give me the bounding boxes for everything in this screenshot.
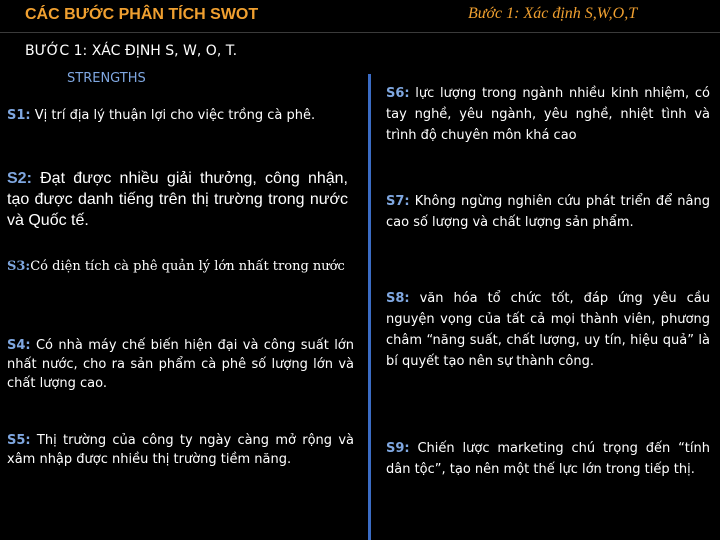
strength-key: S7: [386, 194, 410, 209]
strength-item-s1 [7, 106, 355, 125]
strength-text: Thị trường của công ty ngày càng mở rộng và xâm nhập được nhiều thị trường tiềm năng. [7, 433, 354, 467]
strength-item-s2 [7, 168, 348, 231]
strength-item-s9 [386, 438, 710, 480]
strength-text: Có diện tích cà phê quản lý lớn nhất trong nước [30, 259, 345, 274]
column-divider [368, 74, 371, 540]
step-subtitle: BƯỚC 1: XÁC ĐỊNH S, W, O, T. [25, 43, 238, 59]
strength-text: Không ngừng nghiên cứu phát triển để nâng cao số lượng và chất lượng sản phẩm. [386, 194, 710, 230]
strength-item-s3 [7, 257, 354, 277]
strengths-heading: STRENGTHS [67, 71, 146, 86]
header-bar [0, 0, 720, 33]
strength-text: văn hóa tổ chức tốt, đáp ứng yêu cầu nguyện vọng của tất cả mọi thành viên, phương châm “năng suất, chất lượng, uy tín, hiệu quả” là bí quyết tạo nên sự thành công. [386, 291, 710, 369]
strength-key: S4: [7, 338, 31, 353]
strength-item-s8 [386, 288, 710, 372]
strength-item-s7 [386, 191, 710, 233]
strength-text: Vị trí địa lý thuận lợi cho việc trồng cà phê. [30, 108, 316, 123]
strength-key: S8: [386, 291, 410, 306]
strength-text: Chiến lược marketing chú trọng đến “tính dân tộc”, tạo nên một thế lực lớn trong tiếp thị. [386, 441, 710, 477]
strength-text: Đạt được nhiều giải thưởng, công nhận, tạo được danh tiếng trên thị trường trong nước và Quốc tế. [7, 170, 348, 229]
strength-text: lực lượng trong ngành nhiều kinh nhiệm, có tay nghề, yêu ngành, yêu nghề, nhiệt tình và trình độ chuyên môn khá cao [386, 86, 710, 143]
strength-key: S2: [7, 170, 32, 187]
strength-key: S9: [386, 441, 410, 456]
strength-key: S3: [7, 259, 31, 274]
slide-title: CÁC BƯỚC PHÂN TÍCH SWOT [25, 6, 259, 23]
step-label: Bước 1: Xác định S,W,O,T [468, 5, 638, 22]
strength-key: S6: [386, 86, 410, 101]
strength-key: S5: [7, 433, 31, 448]
strength-item-s5 [7, 431, 354, 469]
strength-item-s4 [7, 336, 354, 393]
strength-text: Có nhà máy chế biến hiện đại và công suất lớn nhất nước, cho ra sản phẩm cà phê số lượng lớn và chất lượng cao. [7, 338, 354, 391]
strength-key: S1: [7, 108, 31, 123]
strength-item-s6 [386, 83, 710, 146]
